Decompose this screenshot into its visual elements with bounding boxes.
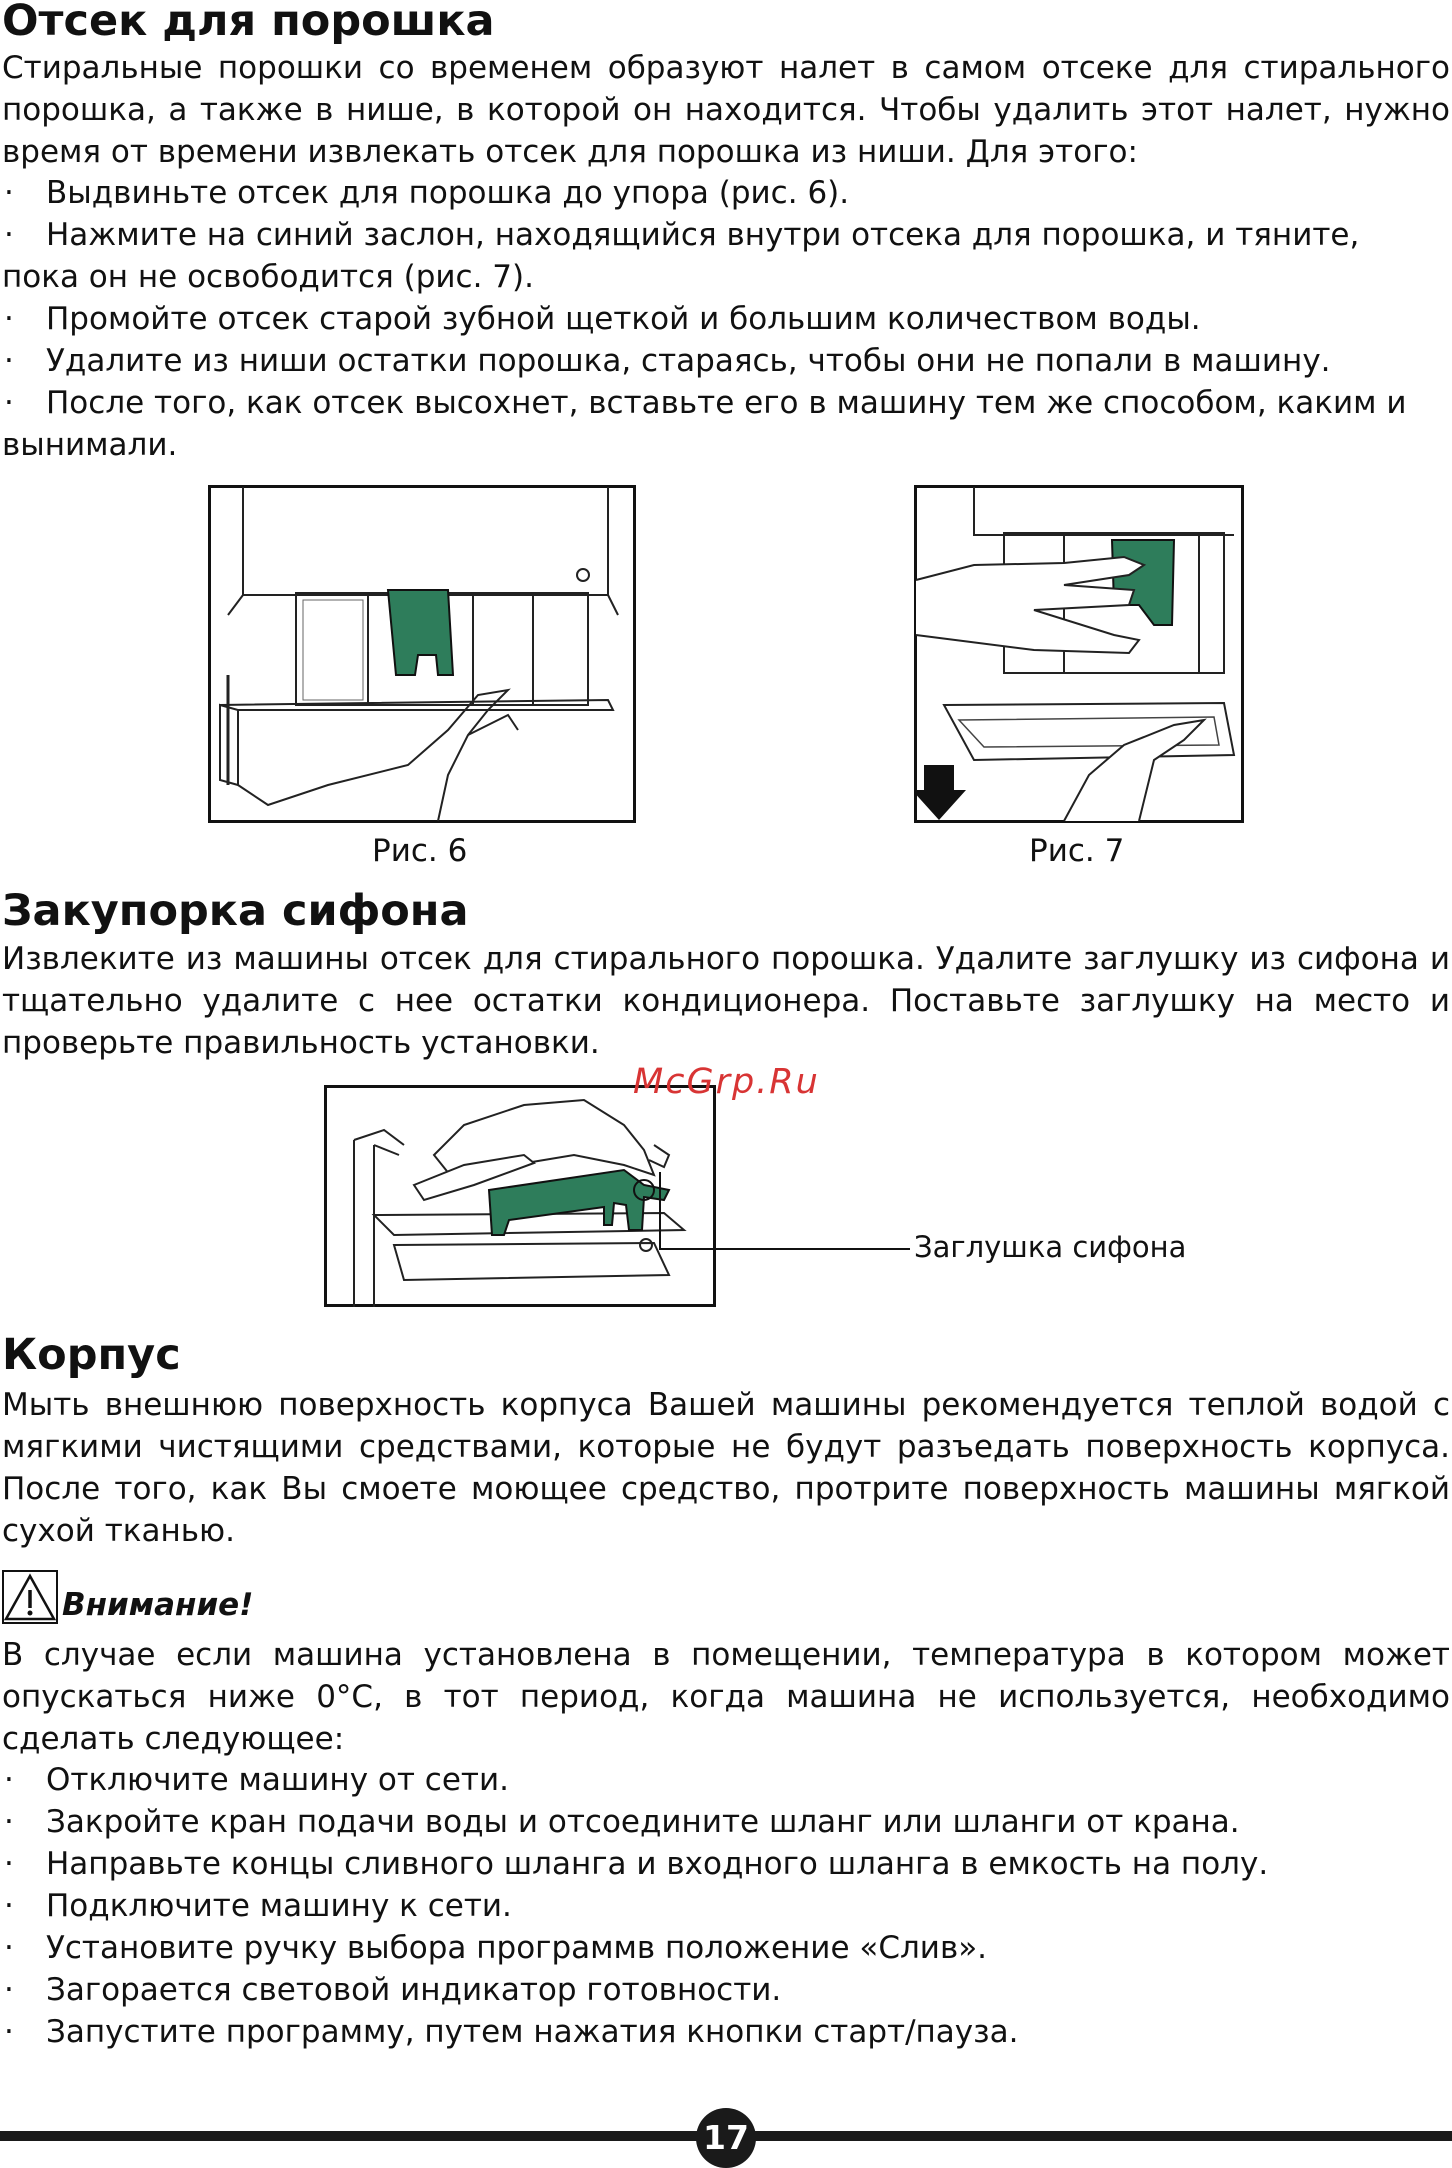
section-title-powder-compartment: Отсек для порошка [2,0,495,46]
section-title-siphon-clog: Закупорка сифона [2,886,469,936]
warning-header [2,1570,254,1626]
siphon-plug-callout: Заглушка сифона [914,1230,1187,1264]
figure-6-caption: Рис. 6 [372,833,468,869]
list-item: · Закройте кран подачи воды и отсоедините шланг или шланги от крана. [4,1804,1240,1840]
warning-title: Внимание! [62,1587,254,1623]
list-item: · После того, как отсек высохнет, вставьте его в машину тем же способом, каким и вынимали. [2,385,1407,463]
siphon-body-text: Извлеките из машины отсек для стирального порошка. Удалите заглушку из сифона и тщательно удалите с нее остатки кондиционера. Поставьте заглушку на место и проверьте правильность установки. [2,941,1450,1061]
page-number: 17 [696,2108,756,2168]
list-item: · Отключите машину от сети. [4,1762,509,1798]
section-title-housing: Корпус [2,1330,181,1380]
list-item: · Выдвиньте отсек для порошка до упора (рис. 6). [4,175,850,211]
figure-7-press-shutter [914,485,1244,823]
powder-intro-text: Стиральные порошки со временем образуют налет в самом отсеке для стирального порошка, а также в нише, в которой он находится. Чтобы удалить этот налет, нужно время от времени извлекать отсек для порошка из ниши. Для этого: [2,50,1450,170]
list-item: · Нажмите на синий заслон, находящийся внутри отсека для порошка, и тяните, пока он не освободится (рис. 7). [2,217,1360,295]
watermark-text: McGrp.Ru [633,1062,820,1102]
list-item: · Направьте концы сливного шланга и входного шланга в емкость на полу. [4,1846,1269,1882]
list-item: · Запустите программу, путем нажатия кнопки старт/пауза. [4,2014,1019,2050]
powder-steps-list [2,172,1450,466]
figure-7-caption: Рис. 7 [1029,833,1125,869]
list-item: · Подключите машину к сети. [4,1888,512,1924]
housing-body-text: Мыть внешнюю поверхность корпуса Вашей машины рекомендуется теплой водой с мягкими чистящими средствами, которые не будут разъедать поверхность корпуса. После того, как Вы смоете моющее средство, протрите поверхность машины мягкой сухой тканью. [2,1387,1450,1549]
list-item: · Загорается световой индикатор готовности. [4,1972,782,2008]
list-item: · Удалите из ниши остатки порошка, стараясь, чтобы они не попали в машину. [4,343,1331,379]
warning-steps-list [2,1759,1450,2053]
list-item: · Установите ручку выбора программв положение «Слив». [4,1930,988,1966]
callout-leader-line [640,1170,912,1260]
warning-triangle-icon [2,1570,58,1624]
warning-body-text: В случае если машина установлена в помещении, температура в котором может опускаться ниже 0°С, в тот период, когда машина не используется, необходимо сделать следующее: [2,1637,1450,1757]
figure-6-drawer-pulled [208,485,636,823]
list-item: · Промойте отсек старой зубной щеткой и большим количеством воды. [4,301,1201,337]
